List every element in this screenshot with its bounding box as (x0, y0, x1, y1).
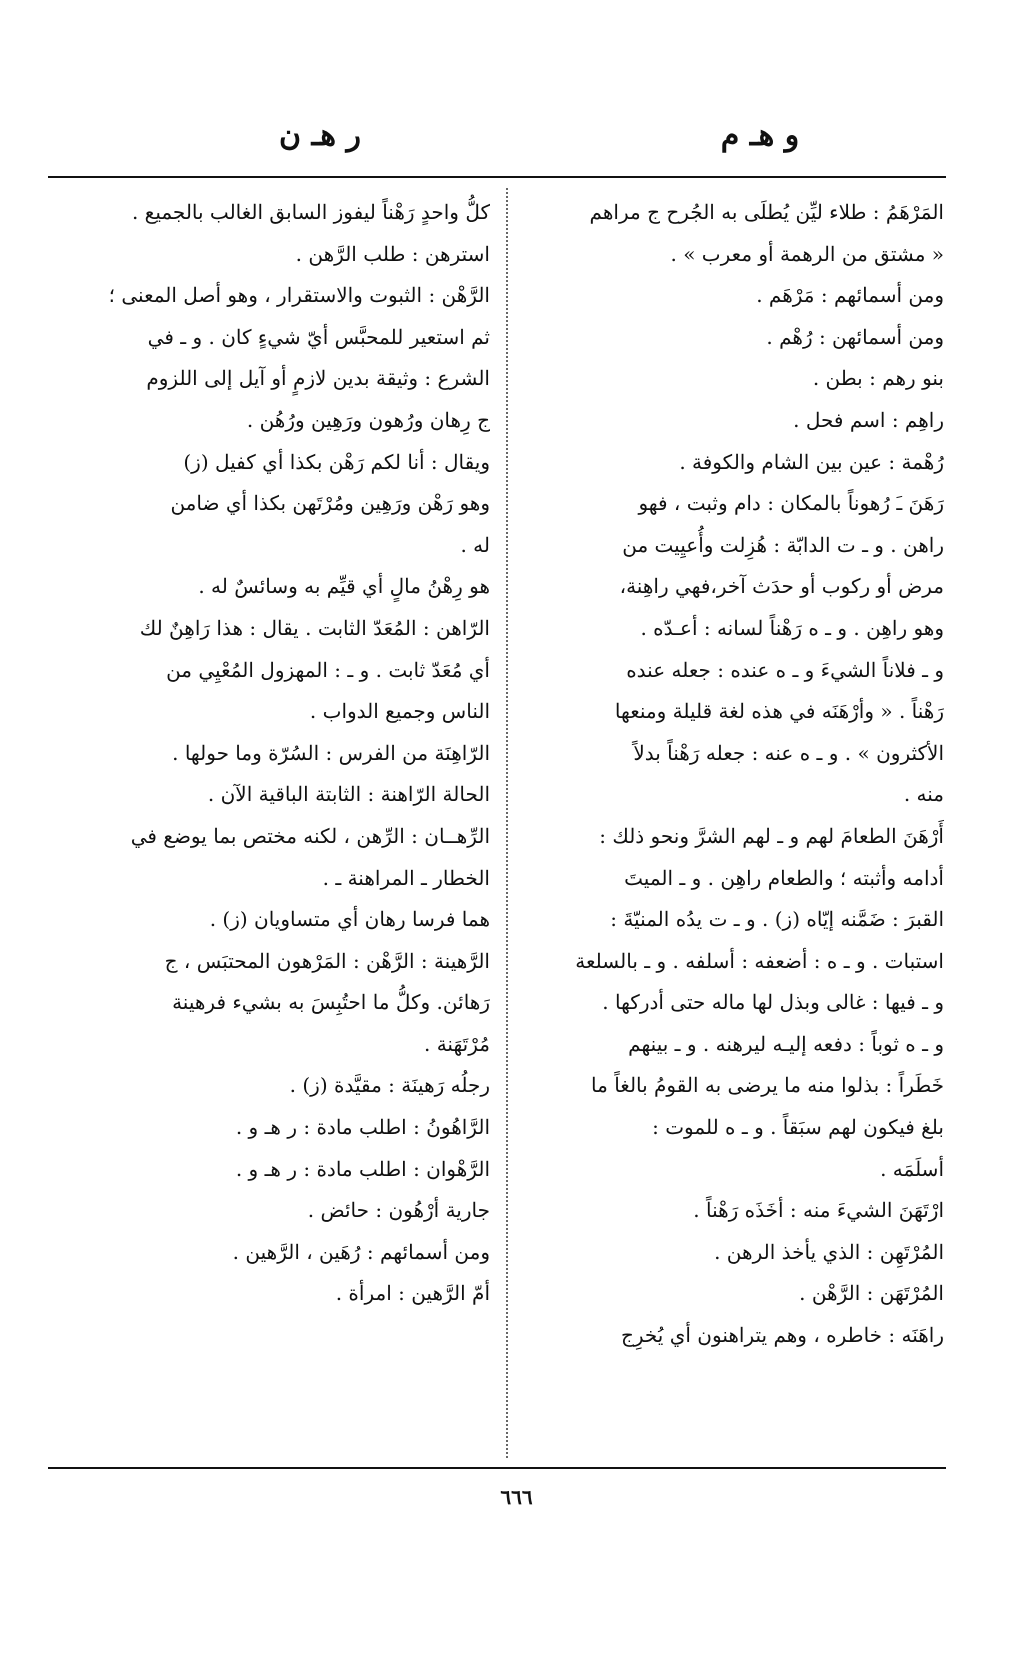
text-line: المُرْتَهِن : الذي يأخذ الرهن . (714, 1239, 944, 1264)
text-line: جارية أرْهُون : حائض . (307, 1198, 490, 1223)
top-rule (48, 176, 946, 178)
text-line: أمّ الرَّهين : امرأة . (335, 1281, 490, 1306)
text-line: ج رِهان ورُهون ورَهِين ورُهُن . (246, 407, 490, 432)
text-line: رُهْمة : عين بين الشام والكوفة . (679, 449, 944, 474)
text-line: هما فرسا رهان أي متساويان (ز) . (209, 907, 490, 932)
text-line: رَهَنَ ـَ رُهوناً بالمكان : دام وثبت ، فهو (638, 491, 944, 516)
text-line: راهِم : اسم فحل . (793, 407, 944, 432)
text-line: ارْتَهَنَ الشيءَ منه : أخَذَه رَهْناً . (693, 1198, 944, 1223)
text-line: المُرْتَهَن : الرَّهْن . (799, 1281, 944, 1306)
text-line: ومن أسمائهم : رُهَين ، الرَّهين . (232, 1239, 490, 1264)
text-line: استبات . و ـ ه : أضعفه : أسلفه . و ـ بالسلعة (575, 948, 944, 973)
text-line: أسلَمَه . (880, 1156, 944, 1181)
text-line: راهَنَه : خاطره ، وهم يتراهنون أي يُخرِج (620, 1323, 944, 1348)
text-line: و ـ فلاناً الشيءَ و ـ ه عنده : جعله عنده (626, 657, 944, 682)
text-line: الرّاهن : المُعَدّ الثابت . يقال : هذا رَاهِنٌ لك (139, 615, 490, 640)
text-line: مُرْتَهَنة . (423, 1031, 490, 1056)
text-line: الخطار ـ المراهنة ـ . (322, 865, 490, 890)
text-line: الرَّهْن : الثبوت والاستقرار ، وهو أصل المعنى ؛ (108, 283, 490, 308)
text-line: رَهائن. وكلُّ ما احتُبِسَ به بشيء فرهينة (172, 990, 490, 1015)
text-line: و ـ فيها : غالى وبذل لها ماله حتى أدركها . (602, 990, 944, 1015)
text-line: الرّاهِنَة من الفرس : السُرّة وما حولها . (172, 740, 490, 765)
text-line: أي مُعَدّ ثابت . و ـ : المهزول المُعْيِي من (166, 657, 490, 682)
text-line: المَرْهَمُ : طلاء ليِّن يُطلَى به الجُرح ج مراهم (589, 200, 944, 224)
text-line: الرِّهــان : الرِّهن ، لكنه مختص بما يوضع في (130, 823, 490, 848)
text-line: بنو رهم : بطن . (812, 366, 944, 391)
text-line: و ـ ه ثوباً : دفعه إليـه ليرهنه . و ـ بينهم (628, 1031, 944, 1056)
text-line: أدامه وأثبته ؛ والطعام راهِن . و ـ الميتَ (624, 865, 944, 890)
text-line: ومن أسمائهن : رُهْم . (766, 324, 944, 349)
page-number: ٦٦٦ (500, 1485, 533, 1509)
left-column (54, 192, 490, 1462)
text-line: راهن . و ـ ت الدابّة : هُزِلت وأُعيِيت من (622, 532, 944, 557)
text-line: كلُّ واحدٍ رَهْناً ليفوز السابق الغالب بالجميع . (131, 200, 490, 224)
header-root-right: و هـ م (720, 118, 800, 153)
text-line: أَرْهَنَ الطعامَ لهم و ـ لهم الشرَّ ونحو ذلك : (599, 823, 944, 848)
text-line: الرَّهْوان : اطلب مادة : ر هـ و . (235, 1156, 490, 1181)
text-line: رجلُه رَهينَة : مقيَّدة (ز) . (289, 1073, 490, 1098)
text-line: الرَّاهُونُ : اطلب مادة : ر هـ و . (235, 1115, 490, 1140)
header-root-left: ر هـ ن (278, 118, 362, 153)
text-line: رَهْناً . « وأرْهَنَه في هذه لغة قليلة ومنعها (614, 699, 944, 724)
text-line: له . (460, 532, 490, 557)
text-line: القبرَ : ضَمَّنه إيّاه (ز) . و ـ ت يدُه المنيّةَ : (610, 907, 944, 932)
text-line: الشرع : وثيقة بدين لازمٍ أو آيل إلى اللزوم (146, 366, 490, 391)
text-line: الرَّهينة : الرَّهْن : المَرْهون المحتبَس ، ج (164, 948, 490, 973)
column-divider (506, 188, 508, 1458)
text-line: الحالة الرّاهنة : الثابتة الباقية الآن . (207, 782, 490, 807)
text-line: بلغ فيكون لهم سبَقاً . و ـ ه للموت : (652, 1115, 944, 1140)
text-line: « مشتق من الرهمة أو معرب » . (670, 241, 944, 266)
bottom-rule (48, 1467, 946, 1469)
text-line: ويقال : أنا لكم رَهْن بكذا أي كفيل (ز) (183, 449, 490, 474)
text-line: الناس وجميع الدواب . (309, 699, 490, 724)
text-line: الأكثرون » . و ـ ه عنه : جعله رَهْناً بدلاً (633, 740, 944, 765)
text-line: ثم استعير للمحبَّس أيّ شيءٍ كان . و ـ في (147, 324, 490, 349)
text-line: استرهن : طلب الرَّهن . (295, 241, 490, 266)
text-line: منه . (903, 782, 944, 807)
text-line: وهو راهِن . و ـ ه رَهْناً لسانه : أعـدّه . (640, 615, 944, 640)
text-line: ومن أسمائهم : مَرْهَم . (756, 283, 944, 308)
text-line: هو رِهْنُ مالٍ أي قيِّم به وسائسٌ له . (198, 574, 490, 599)
text-line: مرض أو ركوب أو حدَث آخر،فهي راهِنة، (619, 574, 944, 599)
text-line: خَطَراً : بذلوا منه ما يرضى به القومُ بالغاً ما (591, 1073, 944, 1098)
text-line: وهو رَهْن ورَهِين ومُرْتَهن بكذا أي ضامن (170, 491, 490, 516)
right-column (512, 192, 944, 1462)
